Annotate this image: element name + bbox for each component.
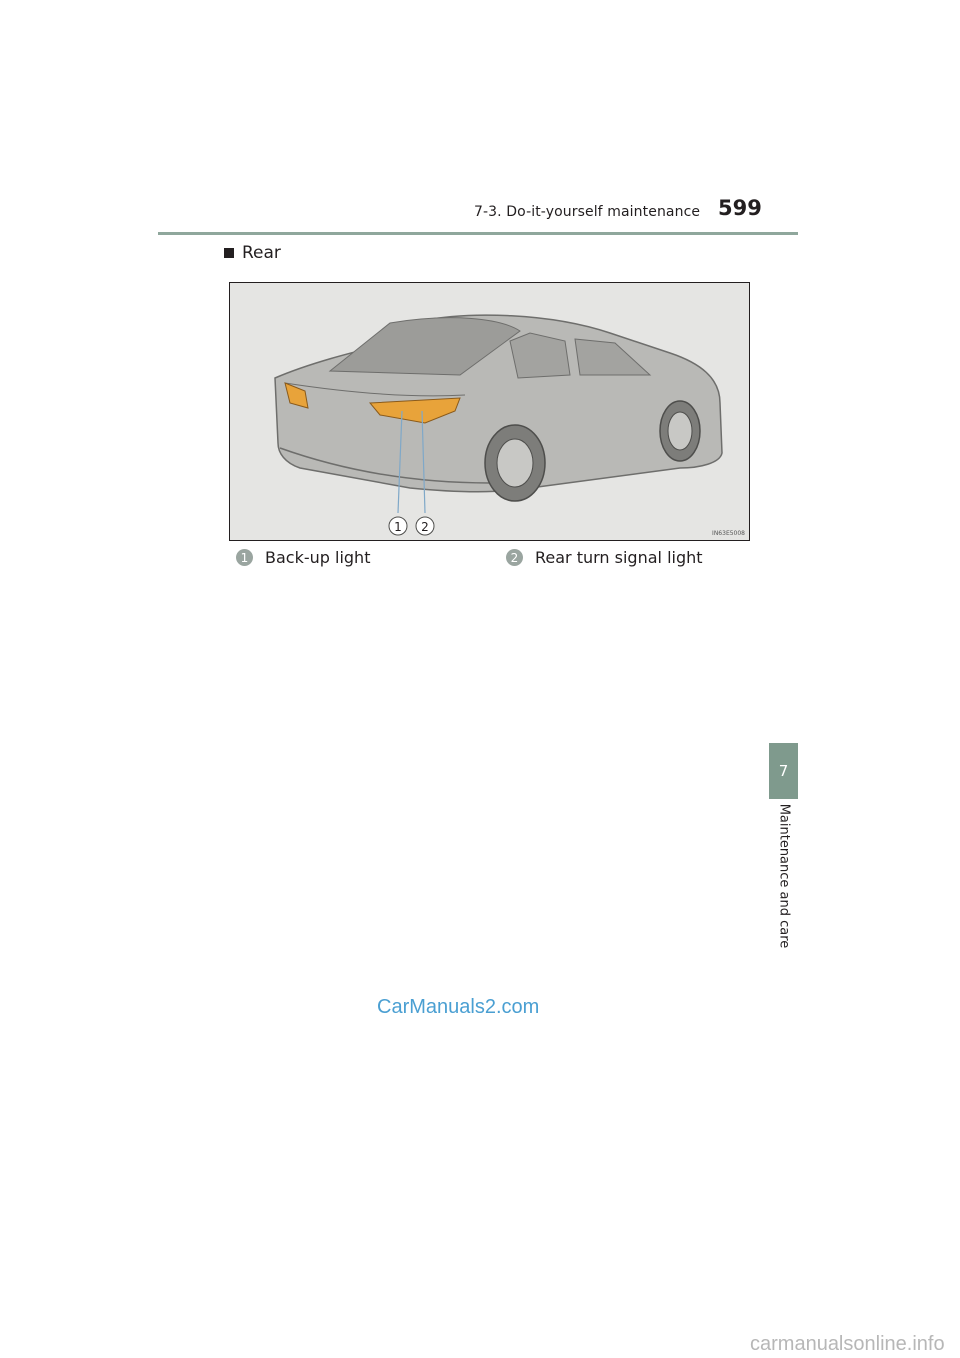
car-rear-figure <box>229 282 750 541</box>
legend-number-1: 1 <box>236 549 253 566</box>
watermark-bottom: carmanualsonline.info <box>750 1333 945 1355</box>
callout-label-2: 2 <box>421 520 429 534</box>
callout-label-1: 1 <box>394 520 402 534</box>
side-window-rear <box>510 333 570 378</box>
legend-item-1 <box>236 548 370 567</box>
legend-label-1: Back-up light <box>265 548 371 567</box>
chapter-label: Maintenance and care <box>776 803 792 949</box>
section-heading-text: Rear <box>242 243 281 263</box>
car-illustration <box>230 283 749 540</box>
page-number: 599 <box>718 196 762 220</box>
chapter-number: 7 <box>778 762 789 780</box>
legend-label-2: Rear turn signal light <box>535 548 703 567</box>
watermark-top: CarManuals2.com <box>377 996 540 1018</box>
legend-item-2 <box>506 548 703 567</box>
legend-number-2: 2 <box>506 549 523 566</box>
header-rule <box>158 232 798 235</box>
section-heading <box>224 243 281 263</box>
header-section: 7-3. Do-it-yourself maintenance <box>474 204 701 220</box>
chapter-tab <box>769 743 798 799</box>
figure-code: IN63E5008 <box>712 530 745 537</box>
square-bullet-icon <box>224 248 234 258</box>
